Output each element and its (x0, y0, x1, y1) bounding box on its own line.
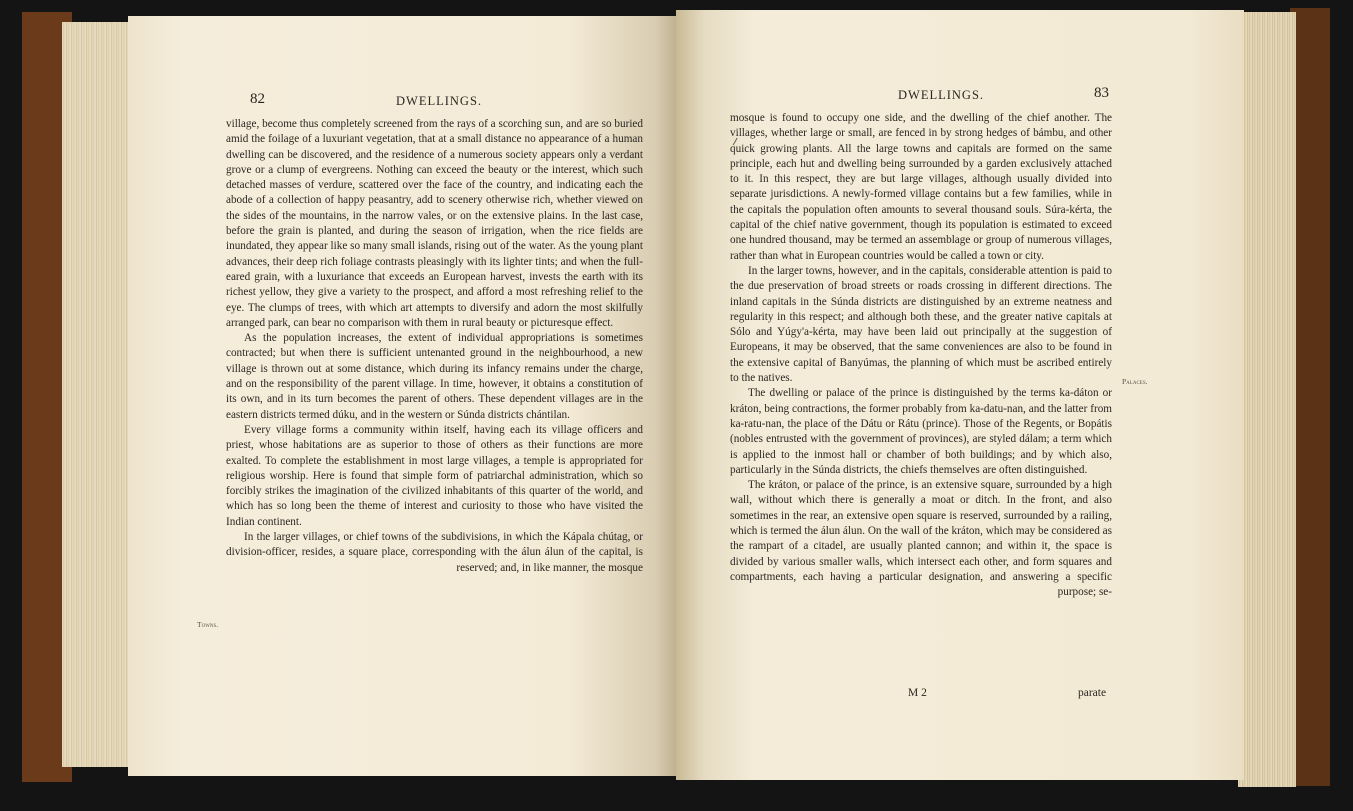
paragraph: As the population increases, the extent of individual appropriations is sometimes contracted; but when there is sufficient untenanted ground in the neighbourhood, a new village is thrown out at some distance, which during its infancy remains under the charge, and on the responsibility of the parent village. In time, however, it obtains a constitution of its own, and in its turn becomes the parent of others. These dependent villages are in the eastern districts termed dúku, and in the western or Súnda districts chántilan. (226, 332, 643, 421)
right-page (676, 10, 1244, 780)
signature-mark: M 2 (908, 687, 927, 699)
page-edges-left (62, 22, 132, 767)
page-edges-right (1238, 12, 1296, 787)
page-number: 83 (1094, 85, 1109, 101)
left-page (128, 16, 677, 776)
catchword: parate (1078, 687, 1107, 699)
running-head: DWELLINGS. (898, 88, 985, 102)
margin-note: Towns. (197, 620, 219, 629)
paragraph: village, become thus completely screened from the rays of a scorching sun, and are so buried amid the foilage of a luxuriant vegetation, that at a small distance no appearance of a human dwelling can be discovered, and the residence of a numerous society appears only a verdant grove or a clump of evergreens. Nothing can exceed the beauty or the interest, which such detached masses of verdure, scattered over the face of the country, and indicating each the abode of a collection of happy peasantry, add to scenery otherwise rich, whether viewed on the sides of the mountains, in the narrow vales, or on the extensive plains. In the last case, before the grain is planted, and during the season of irrigation, when the rice fields are inundated, they appear like so many small islands, rising out of the water. As the young plant advances, their deep rich foliage contrasts pleasingly with its lighter tints; and when the full-eared grain, with a luxuriance that exceeds an European harvest, invests the earth with its richest yellow, they give a variety to the prospect, and afford a most refreshing relief to the eye. The clumps of trees, with which art attempts to diversify and adorn the most skilfully arranged park, can bear no comparison with them in rural beauty or picturesque effect. (226, 118, 643, 329)
paragraph: The dwelling or palace of the prince is distinguished by the terms ka-dáton or kráton, being contractions, the former probably from ka-datu-nan, and the latter from ka-ratu-nan, the place of the Dátu or Rátu (prince). Those of the Regents, or Bopátis (nobles entrusted with the government of provinces), are styled dálam; a term which is applied to the inmost hall or chamber of both buildings; and by which also, particularly in the Súnda districts, the chiefs themselves are often distinguished. (730, 387, 1112, 476)
page-body (730, 111, 1112, 601)
paragraph: In the larger towns, however, and in the capitals, considerable attention is paid to the due preservation of broad streets or roads crossing in different directions. The inland capitals in the Súnda districts are distinguished by an extreme neatness and regularity in this respect; and although both these, and the greater native capitals at Sólo and Yúgy'a-kérta, may have been laid out principally at the suggestion of Europeans, it may be observed, that the same conveniences are also to be found in the extensive capital of Banyúmas, the planning of which must be ascribed entirely to the natives. (730, 264, 1112, 385)
book-cover-right (1290, 8, 1330, 786)
paragraph: The kráton, or palace of the prince, is an extensive square, surrounded by a high wall, without which there is generally a moat or ditch. In the front, and also sometimes in the rear, an extensive open square is reserved, surrounded by a railing, which is termed the álun álun. On the wall of the kráton, which may be considered as the rampart of a citadel, are usually planted cannon; and within it, the space is divided by various smaller walls, which intersect each other, and form squares and compartments, each having a particular designation, and answering a specific purpose; se- (730, 479, 1112, 599)
paragraph: In the larger villages, or chief towns of the subdivisions, in which the Kápala chútag, or division-officer, resides, a square place, corresponding with the álun álun of the capital, is reserved; and, in like manner, the mosque (226, 531, 643, 574)
paragraph: mosque is found to occupy one side, and the dwelling of the chief another. The villages, whether large or small, are fenced in by strong hedges of bámbu, and other quick growing plants. All the large towns and capitals are formed on the same principle, each hut and dwelling being surrounded by a garden exclusively attached to it. In this respect, they are but large villages, although usually divided into separate jurisdictions. A newly-formed village contains but a few families, while in the capitals the population often amounts to several thousand souls. Súra-kérta, the capital of the chief native government, though its population is estimated to exceed one hundred thousand, may be termed an assemblage or group of numerous villages, rather than what in European countries would be called a town or city. (730, 112, 1112, 262)
paragraph: Every village forms a community within itself, having each its village officers and priest, whose habitations are as superior to those of others as their functions are more exalted. To complete the establishment in most large villages, a temple is appropriated for religious worship. Here is found that simple form of patriarchal administration, which so forcibly strikes the imagination of the civilized inhabitants of this quarter of the world, and which has so long been the theme of interest and curiosity to those who have visited the Indian continent. (226, 423, 643, 528)
running-head: DWELLINGS. (396, 94, 483, 108)
page-number: 82 (250, 91, 265, 107)
margin-note: Palaces. (1122, 377, 1148, 386)
page-body (226, 117, 643, 576)
